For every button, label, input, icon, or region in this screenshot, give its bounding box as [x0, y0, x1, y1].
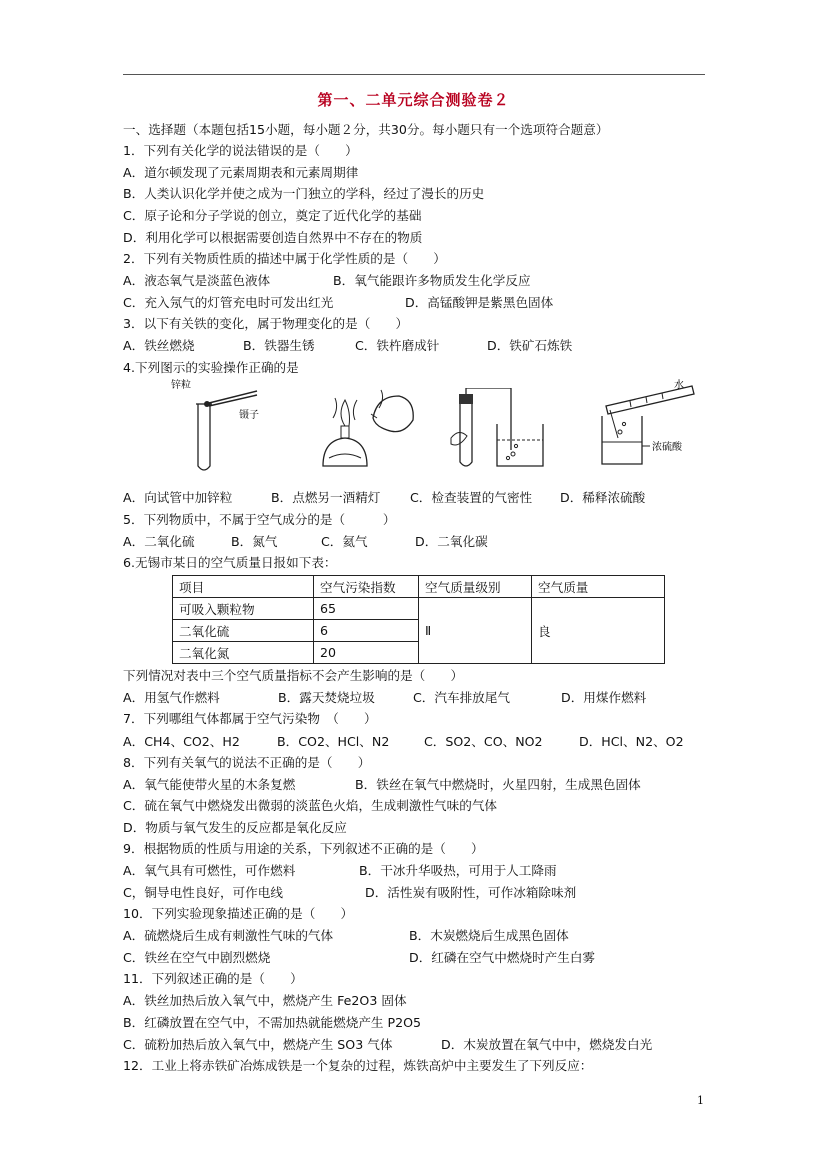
q1-option-c: C．原子论和分子学说的创立，奠定了近代化学的基础 — [123, 208, 422, 223]
q4-stem: 4.下列图示的实验操作正确的是 — [123, 360, 299, 375]
page-number: 1 — [697, 1094, 704, 1107]
table-header-row — [173, 576, 665, 598]
q1-stem: 1．下列有关化学的说法错误的是（ ） — [123, 143, 358, 158]
header-rule — [123, 74, 705, 75]
q3-option-c: C．铁杵磨成针 — [355, 338, 440, 353]
figure-a-test-tube — [165, 376, 275, 476]
table-cell-level: Ⅱ — [419, 598, 532, 664]
table-header-cell: 项目 — [173, 576, 314, 598]
q11-option-b: B．红磷放置在空气中，不需加热就能燃烧产生 P2O5 — [123, 1015, 422, 1030]
q8-options — [123, 777, 723, 793]
q10-option-c: C．铁丝在空气中剧烈燃烧 — [123, 950, 271, 965]
q7-option-d: D．HCl、N2、O2 — [579, 734, 684, 749]
q1-option-d: D．利用化学可以根据需要创造自然界中不存在的物质 — [123, 230, 423, 245]
figure-d-dilute-acid — [590, 374, 705, 474]
figure-b-alcohol-lamps — [315, 378, 425, 473]
q3-option-a: A．铁丝燃烧 — [123, 338, 195, 353]
q9-option-c: C，铜导电性良好，可作电线 — [123, 885, 283, 900]
q1-option-a: A．道尔顿发现了元素周期表和元素周期律 — [123, 165, 359, 180]
q6-option-b: B．露天焚烧垃圾 — [278, 690, 375, 705]
q8-option-c: C．硫在氧气中燃烧发出微弱的淡蓝色火焰，生成刺激性气味的气体 — [123, 798, 498, 813]
q6-option-a: A．用氢气作燃料 — [123, 690, 220, 705]
q10-option-b: B．木炭燃烧后生成黑色固体 — [409, 928, 569, 943]
q5-option-a: A．二氧化硫 — [123, 534, 195, 549]
q6-option-d: D．用煤作燃料 — [561, 690, 647, 705]
q9-option-d: D．活性炭有吸附性，可作冰箱除味剂 — [365, 885, 577, 900]
table-cell: 二氧化氮 — [173, 642, 314, 664]
q9-stem: 9．根据物质的性质与用途的关系，下列叙述不正确的是（ ） — [123, 841, 484, 856]
q10-options-2 — [123, 950, 723, 966]
q11-option-d: D．木炭放置在氧气中中，燃烧发白光 — [441, 1037, 653, 1052]
q3-options — [123, 338, 723, 354]
q11-option-c: C．硫粉加热后放入氧气中，燃烧产生 SO3 气体 — [123, 1037, 393, 1052]
table-header-cell: 空气污染指数 — [314, 576, 419, 598]
q3-option-b: B．铁器生锈 — [243, 338, 315, 353]
fig-label-water: 水 — [674, 380, 684, 391]
fig-label-acid: 浓硫酸 — [652, 442, 682, 453]
q5-option-d: D．二氧化碳 — [415, 534, 488, 549]
q6-option-c: C．汽车排放尾气 — [413, 690, 510, 705]
q5-option-c: C．氦气 — [321, 534, 368, 549]
q12-stem: 12．工业上将赤铁矿冶炼成铁是一个复杂的过程，炼铁高炉中主要发生了下列反应： — [123, 1058, 593, 1073]
table-cell-quality: 良 — [532, 598, 665, 664]
q4-option-d: D．稀释浓硫酸 — [560, 490, 646, 505]
q8-option-a: A．氧气能使带火星的木条复燃 — [123, 777, 296, 792]
table-header-cell: 空气质量 — [532, 576, 665, 598]
q8-stem: 8．下列有关氧气的说法不正确的是（ ） — [123, 755, 371, 770]
q4-option-c: C．检查装置的气密性 — [410, 490, 533, 505]
q2-option-a: A．液态氧气是淡蓝色液体 — [123, 273, 271, 288]
table-cell: 65 — [314, 598, 419, 620]
q7-options — [123, 734, 723, 750]
q4-options — [123, 490, 723, 506]
figure-c-airtightness — [445, 388, 555, 473]
q2-options — [123, 273, 723, 289]
q11-options — [123, 1037, 723, 1053]
q8-option-b: B．铁丝在氧气中燃烧时，火星四射，生成黑色固体 — [355, 777, 641, 792]
q9-option-b: B．干冰升华吸热，可用于人工降雨 — [359, 863, 557, 878]
q6-stem: 6.无锡市某日的空气质量日报如下表： — [123, 555, 337, 570]
table-cell: 二氧化硫 — [173, 620, 314, 642]
q9-options — [123, 863, 723, 879]
q3-stem: 3．以下有关铁的变化，属于物理变化的是（ ） — [123, 316, 409, 331]
air-quality-table — [172, 575, 665, 664]
table-header-cell: 空气质量级别 — [419, 576, 532, 598]
q7-stem: 7．下列哪组气体都属于空气污染物 （ ） — [123, 711, 377, 726]
q7-option-b: B．CO2、HCl、N2 — [277, 734, 390, 749]
table-cell: 6 — [314, 620, 419, 642]
q2-stem: 2．下列有关物质性质的描述中属于化学性质的是（ ） — [123, 251, 446, 266]
table-row — [173, 598, 665, 620]
q11-stem: 11．下列叙述正确的是（ ） — [123, 971, 303, 986]
q5-options — [123, 534, 723, 550]
table-cell: 可吸入颗粒物 — [173, 598, 314, 620]
q9-option-a: A．氧气具有可燃性，可作燃料 — [123, 863, 296, 878]
q10-options — [123, 928, 723, 944]
section-heading: 一、选择题（本题包括15小题，每小题２分，共30分。每小题只有一个选项符合题意） — [123, 122, 609, 137]
q4-option-a: A．向试管中加锌粒 — [123, 490, 233, 505]
q10-stem: 10．下列实验现象描述正确的是（ ） — [123, 906, 354, 921]
q8-option-d: D．物质与氧气发生的反应都是氧化反应 — [123, 820, 347, 835]
q10-option-d: D．红磷在空气中燃烧时产生白雾 — [409, 950, 596, 965]
q9-options-2 — [123, 885, 723, 901]
q6-options — [123, 690, 723, 706]
q2-option-c: C．充入氖气的灯管充电时可发出红光 — [123, 295, 334, 310]
q1-option-b: B．人类认识化学并使之成为一门独立的学科，经过了漫长的历史 — [123, 186, 485, 201]
q10-option-a: A．硫燃烧后生成有刺激性气味的气体 — [123, 928, 334, 943]
q2-option-d: D．高锰酸钾是紫黑色固体 — [405, 295, 554, 310]
page-title: 第一、二单元综合测验卷２ — [317, 91, 510, 109]
fig-label-zinc: 锌粒 — [171, 380, 191, 391]
q7-option-c: C．SO2、CO、NO2 — [424, 734, 543, 749]
q3-option-d: D．铁矿石炼铁 — [487, 338, 573, 353]
fig-label-tweezers: 镊子 — [239, 410, 259, 421]
q2-options-2 — [123, 295, 723, 311]
q6-follow: 下列情况对表中三个空气质量指标不会产生影响的是（ ） — [123, 668, 464, 683]
q2-option-b: B．氧气能跟许多物质发生化学反应 — [333, 273, 531, 288]
q7-option-a: A．CH4、CO2、H2 — [123, 734, 240, 749]
q11-option-a: A．铁丝加热后放入氧气中，燃烧产生 Fe2O3 固体 — [123, 993, 407, 1008]
table-cell: 20 — [314, 642, 419, 664]
q4-option-b: B．点燃另一酒精灯 — [271, 490, 381, 505]
q5-option-b: B．氮气 — [231, 534, 278, 549]
q5-stem: 5．下列物质中，不属于空气成分的是（ ） — [123, 512, 396, 527]
